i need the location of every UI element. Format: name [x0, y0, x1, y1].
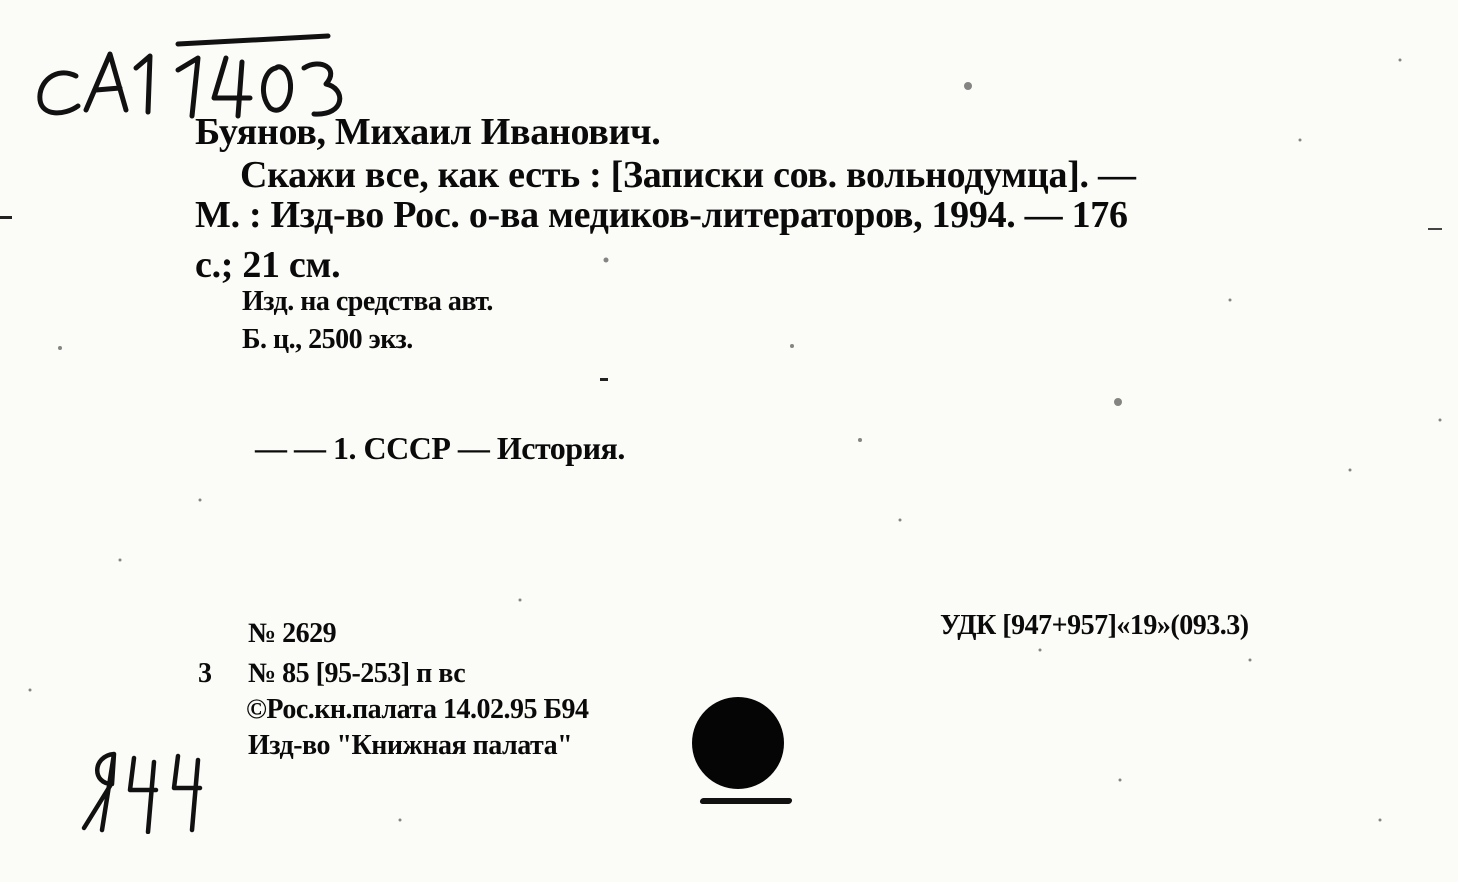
ink-blot: [692, 697, 784, 789]
subject-heading: — — 1. СССР — История.: [255, 430, 625, 466]
price-note: Б. ц., 2500 экз.: [242, 324, 413, 355]
card-number: № 85 [95-253] п вс: [248, 658, 466, 689]
title-line: Скажи все, как есть : [Записки сов. вольнодумца]. —: [240, 154, 1136, 196]
extent-line: с.; 21 см.: [195, 244, 341, 286]
author-heading: Буянов, Михаил Иванович.: [195, 111, 661, 153]
funding-note: Изд. на средства авт.: [242, 286, 493, 317]
handwritten-inventory-mark: [72, 744, 232, 834]
udc-code: УДК [947+957]«19»(093.3): [940, 610, 1249, 641]
publisher-line: Изд-во "Книжная палата": [248, 730, 573, 761]
imprint-line: М. : Изд-во Рос. о-ва медиков-литераторов, 1994. — 176: [195, 194, 1128, 236]
copyright-line: ©Рос.кн.палата 14.02.95 Б94: [246, 694, 589, 725]
marker-digit: 3: [198, 658, 212, 689]
record-number: № 2629: [248, 618, 337, 649]
ink-smudge: [699, 798, 792, 804]
